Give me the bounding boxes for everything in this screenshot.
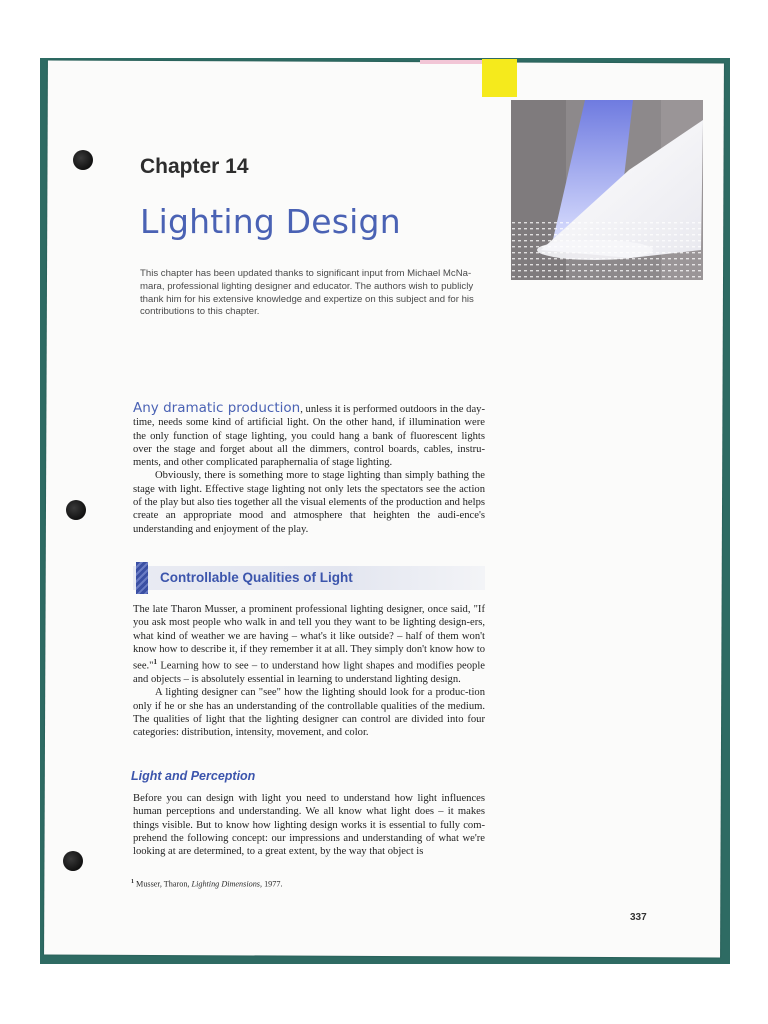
pink-tab	[420, 60, 482, 64]
chapter-title: Lighting Design	[140, 202, 401, 241]
intro-paragraph-1	[133, 402, 485, 469]
footnote-author: Musser, Tharon,	[136, 879, 192, 889]
subsection-paragraph-1: Before you can design with light you need to understand how light influences human perceptions and understanding. We all know what light does – it makes things visible. But to know how lighting design works it is essential to fully com-prehend the following concept: our impressions and understanding of what we're looking at are determined, to a great extent, by the way that object is	[133, 793, 485, 858]
intro-text	[133, 402, 485, 536]
footnote-work: Lighting Dimensions	[191, 879, 260, 889]
intro-lead: Any dramatic production	[133, 400, 301, 416]
section-paragraph-1-rest: Learning how to see – to understand how light shapes and modifies people and objects – is absolutely essential in learning to understand lighting design.	[133, 660, 485, 686]
footnote	[131, 879, 283, 889]
binder-hole-top	[73, 150, 93, 170]
chapter-credit: This chapter has been updated thanks to significant input from Michael McNa-mara, professional lighting designer and educator. The authors wish to publicly thank him for his extensive knowledge and expertize on this subject and for his contributions to this chapter.	[140, 268, 474, 318]
section-title: Controllable Qualities of Light	[160, 570, 353, 585]
subsection-text	[133, 792, 485, 858]
intro-paragraph-1-rest: , unless it is performed outdoors in the day-time, needs some kind of artificial light. On the other hand, if illumination were the only function of stage lighting, you could hang a bank of fluorescent lights over the stage and forget about all the dimmers, control boards, cables, instru-ments, and other complicated paraphernalia of stage lighting.	[133, 404, 485, 469]
section-marker-icon	[136, 562, 148, 594]
subsection-title: Light and Perception	[131, 769, 256, 783]
spotlight-cone-image	[511, 100, 703, 280]
binder-hole-middle	[66, 500, 86, 520]
section-text	[133, 603, 485, 740]
binder-hole-bottom	[63, 851, 83, 871]
footnote-reference: 1	[153, 658, 157, 667]
footnote-year: , 1977.	[259, 879, 283, 889]
page-number: 337	[630, 912, 647, 923]
section-paragraph-2: A lighting designer can "see" how the lighting should look for a produc-tion only if he or she has an understanding of the controllable qualities of the medium. The qualities of light that the lighting designer can control are divided into four categories: distribution, intensity, movement, and color.	[133, 687, 485, 739]
intro-paragraph-2: Obviously, there is something more to stage lighting than simply bathing the stage with light. Effective stage lighting not only lets the spectators see the action of the play but also ties together all the visual elements of the production and helps create an appropriate mood and atmosphere that heighten the audi-ence's understanding and enjoyment of the play.	[133, 470, 485, 535]
chapter-label: Chapter 14	[140, 155, 249, 178]
section-paragraph-1-quote: The late Tharon Musser, a prominent professional lighting designer, once said, "If you ask most people who walk in and tell you they want to be lighting design-ers, what kind of weather we are having – what's it like outside? – half of them won't know how to describe it, if they remember it at all. They simply don't know how to see."	[133, 604, 485, 672]
chapter-photo	[511, 100, 703, 280]
sticky-tab	[482, 59, 517, 97]
section-paragraph-1	[133, 603, 485, 686]
footnote-number: 1	[131, 879, 134, 885]
